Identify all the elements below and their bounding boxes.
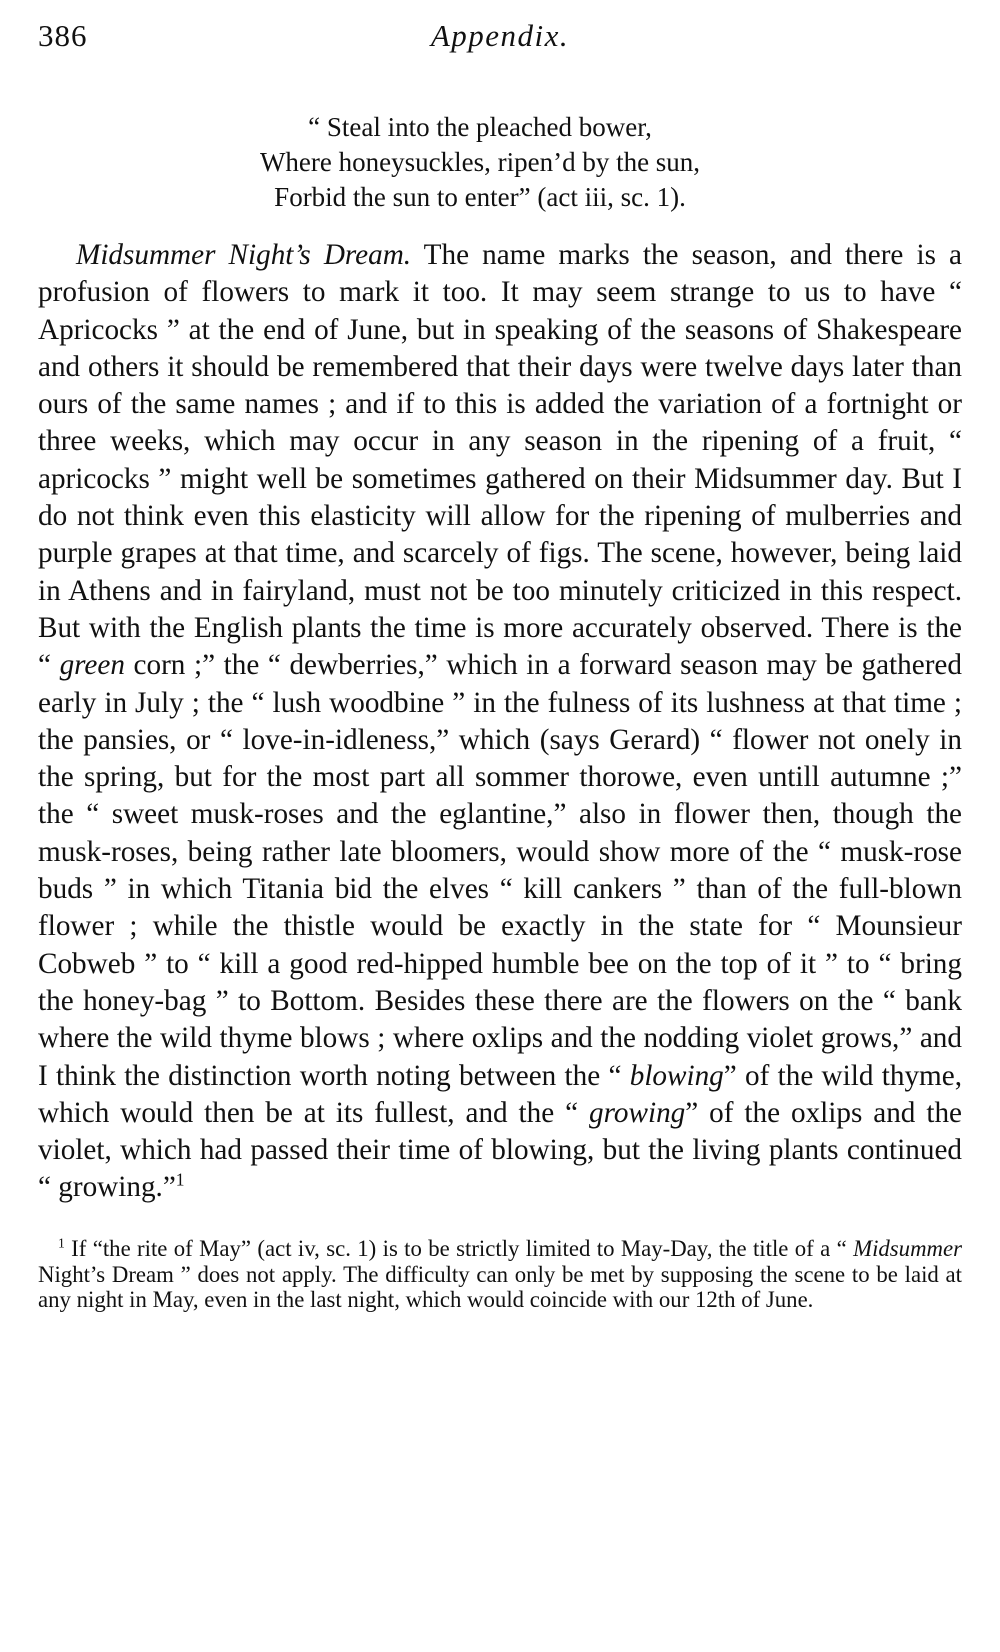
page-number: 386: [38, 18, 88, 53]
verse-line: Forbid the sun to enter” (act iii, sc. 1).: [274, 182, 686, 212]
footnote-text-segment: Night’s Dream ” does not apply. The difficulty can only be met by supposing the scene to be laid at any night in May, even in the last night, which would coincide with our 12th of June.: [38, 1261, 962, 1313]
body-paragraph: [38, 237, 962, 1207]
book-page: [38, 18, 962, 1335]
emphasis-blowing: blowing: [629, 1059, 724, 1092]
running-head: Appendix.: [430, 18, 570, 53]
body-text-segment: corn ;” the “ dewberries,” which in a forward season may be gathered early in July ; the “ lush woodbine ” in the fulness of its lushness at that time ; the pansies, or “ love-in-idleness,” which (says Gerard) “ flower not onely in the spring, but for the most part all sommer thorowe, even untill autumne ;” the “ sweet musk-roses and the eglantine,” also in flower then, though the musk-roses, being rather late bloomers, would show more of the “ musk-rose buds ” in which Titania bid the elves “ kill cankers ” than of the full-blown flower ; while the thistle would be exactly in the state for “ Mounsieur Cobweb ” to “ kill a good red-hipped humble bee on the top of it ” to “ bring the honey-bag ” to Bottom. Besides these there are the flowers on the “ bank where the wild thyme blows ; where oxlips and the nodding violet grows,” and I think the distinction worth noting between the “: [38, 649, 962, 1092]
verse-line: “ Steal into the pleached bower,: [308, 112, 652, 142]
body-text-segment: ” of the wild thyme, which would then be at its fullest, and the “: [38, 1059, 962, 1129]
footnote-reference: 1: [175, 1169, 185, 1190]
verse-quotation: [38, 110, 962, 215]
footnote-marker: 1: [58, 1235, 65, 1251]
verse-line: Where honeysuckles, ripen’d by the sun,: [259, 147, 701, 177]
emphasis-green: green: [59, 649, 125, 682]
play-title: Midsummer Night’s Dream.: [76, 239, 412, 271]
footnote: [38, 1236, 962, 1313]
page-header: [38, 18, 962, 62]
footnote-text-segment: If “the rite of May” (act iv, sc. 1) is to be strictly limited to May-Day, the title of a “: [64, 1235, 854, 1261]
body-text-segment: ” of the oxlips and the violet, which had passed their time of blowing, but the living plants continued “ growing.”: [38, 1096, 962, 1204]
emphasis-growing: growing: [589, 1096, 686, 1129]
footnote-italic-title: Midsummer: [853, 1235, 962, 1261]
body-text-segment: The name marks the season, and there is a profusion of flowers to mark it too. It may seem strange to us to have “ Apricocks ” at the end of June, but in speaking of the seasons of Shakespeare and others it should be remembered that their days were twelve days later than ours of the same names ; and if to this is added the variation of a fortnight or three weeks, which may occur in any season in the ripening of a fruit, “ apricocks ” might well be sometimes gathered on their Midsummer day. But I do not think even this elasticity will allow for the ripening of mulberries and purple grapes at that time, and scarcely of figs. The scene, however, being laid in Athens and in fairyland, must not be too minutely criticized in this respect. But with the English plants the time is more accurately observed. There is the “: [38, 239, 962, 682]
